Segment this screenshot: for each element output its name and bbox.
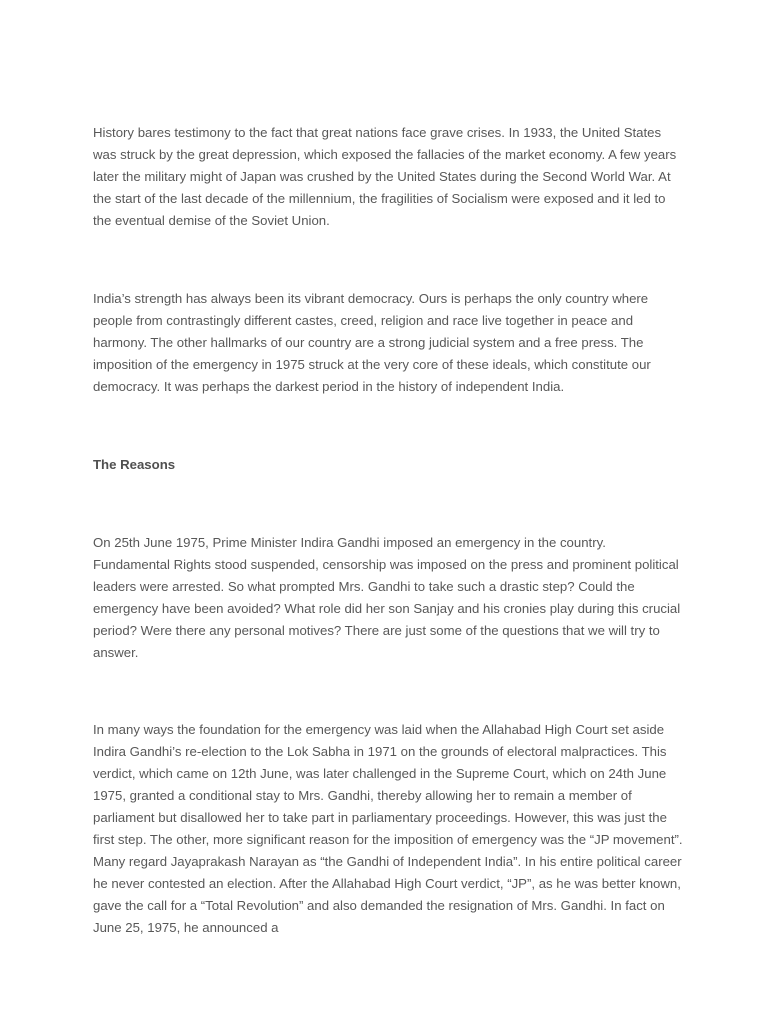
paragraph-democracy: India’s strength has always been its vibrant democracy. Ours is perhaps the only country where people from contrastingly different castes, creed, religion and race live together in peace and harmony. The other hallmarks of our country are a strong judicial system and a free press. The imposition of the emergency in 1975 struck at the very core of these ideals, which constitute our democracy. It was perhaps the darkest period in the history of independent India. bbox=[93, 291, 651, 394]
paragraph-foundation: In many ways the foundation for the emergency was laid when the Allahabad High Court set aside Indira Gandhi’s re-election to the Lok Sabha in 1971 on the grounds of electoral malpractices. This verdict, which came on 12th June, was later challenged in the Supreme Court, which on 24th June 1975, granted a conditional stay to Mrs. Gandhi, thereby allowing her to remain a member of parliament but disallowed her to take part in parliamentary proceedings. However, this was just the first step. The other, more significant reason for the imposition of emergency was the “JP movement”. Many regard Jayaprakash Narayan as “the Gandhi of Independent India”. In his entire political career he never contested an election. After the Allahabad High Court verdict, “JP”, as he was better known, gave the call for a “Total Revolution” and also demanded the resignation of Mrs. Gandhi. In fact on June 25, 1975, he announced a bbox=[93, 722, 683, 935]
paragraph-emergency: On 25th June 1975, Prime Minister Indira Gandhi imposed an emergency in the country. Fundamental Rights stood suspended, censorship was imposed on the press and prominent political leaders were arrested. So what prompted Mrs. Gandhi to take such a drastic step? Could the emergency have been avoided? What role did her son Sanjay and his cronies play during this crucial period? Were there any personal motives? There are just some of the questions that we will try to answer. bbox=[93, 535, 681, 660]
document-page bbox=[93, 122, 683, 939]
section-heading: The Reasons bbox=[93, 457, 176, 472]
paragraph-intro: History bares testimony to the fact that great nations face grave crises. In 1933, the United States was struck by the great depression, which exposed the fallacies of the market economy. A few years later the military might of Japan was crushed by the United States during the Second World War. At the start of the last decade of the millennium, the fragilities of Socialism were exposed and it led to the eventual demise of the Soviet Union. bbox=[93, 125, 677, 228]
